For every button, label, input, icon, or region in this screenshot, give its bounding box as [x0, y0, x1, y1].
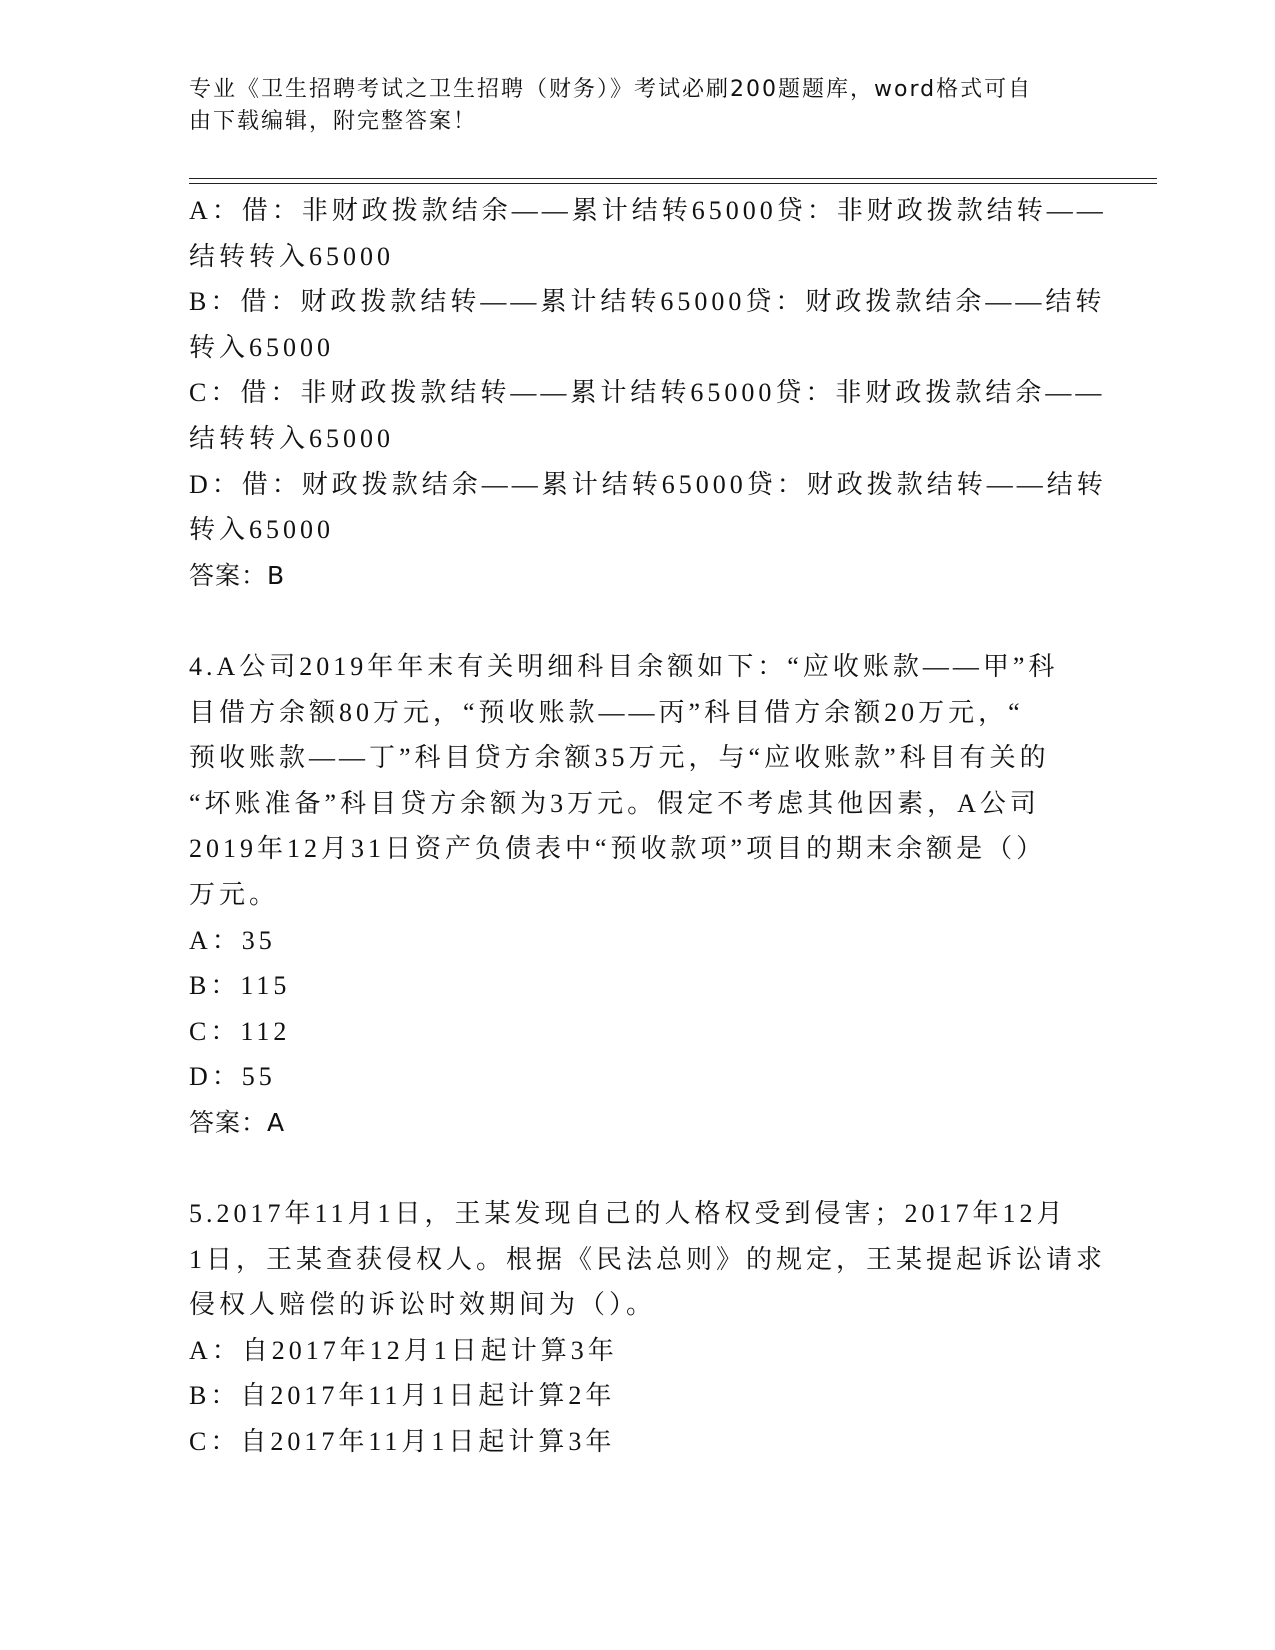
- header-rule-bottom: [189, 183, 1157, 184]
- option-b-line-1: B：借：财政拨款结转——累计结转65000贷：财政拨款结余——结转: [189, 287, 1106, 317]
- question-4: [189, 644, 1089, 1146]
- spacer: [189, 1145, 1089, 1191]
- question-stem-line: “坏账准备”科目贷方余额为3万元。假定不考虑其他因素，A公司: [189, 788, 1040, 818]
- option-b-line-2: 转入65000: [189, 332, 335, 362]
- answer-label: 答案：B: [189, 560, 286, 590]
- option-d-line-2: 转入65000: [189, 515, 335, 545]
- question-stem-line: 2019年12月31日资产负债表中“预收款项”项目的期末余额是（）: [189, 834, 1047, 864]
- option-d: D：55: [189, 1062, 276, 1092]
- question-5: [189, 1191, 1107, 1465]
- option-b: B：自2017年11月1日起计算2年: [189, 1381, 616, 1411]
- option-d-line-1: D：借：财政拨款结余——累计结转65000贷：财政拨款结转——结转: [189, 469, 1107, 499]
- header-rule-top: [189, 178, 1157, 179]
- option-b: B：115: [189, 971, 291, 1001]
- option-a: A：35: [189, 925, 276, 955]
- header-line-1: 专业《卫生招聘考试之卫生招聘（财务）》考试必刷200题题库，word格式可自: [189, 77, 1033, 102]
- question-stem-line: 目借方余额80万元，“预收账款——丙”科目借方余额20万元，“: [189, 697, 1024, 727]
- option-c: C：112: [189, 1016, 291, 1046]
- question-stem-line: 侵权人赔偿的诉讼时效期间为（）。: [189, 1290, 657, 1320]
- option-c: C：自2017年11月1日起计算3年: [189, 1427, 616, 1457]
- option-c-line-1: C：借：非财政拨款结转——累计结转65000贷：非财政拨款结余——: [189, 378, 1106, 408]
- document-body: [189, 188, 1107, 1465]
- answer-label: 答案：A: [189, 1107, 286, 1137]
- document-header: [189, 74, 1089, 138]
- question-stem-line: 1日，王某查获侵权人。根据《民法总则》的规定，王某提起诉讼请求: [189, 1244, 1107, 1274]
- option-a-line-2: 结转转入65000: [189, 241, 395, 271]
- spacer: [189, 598, 1089, 644]
- question-stem-line: 5.2017年11月1日，王某发现自己的人格权受到侵害；2017年12月: [189, 1199, 1067, 1229]
- option-c-line-2: 结转转入65000: [189, 423, 395, 453]
- question-stem-line: 预收账款——丁”科目贷方余额35万元，与“应收账款”科目有关的: [189, 743, 1050, 773]
- option-a-line-1: A：借：非财政拨款结余——累计结转65000贷：非财政拨款结转——: [189, 196, 1107, 225]
- question-stem-line: 万元。: [189, 879, 280, 909]
- header-line-2: 由下载编辑，附完整答案！: [189, 109, 478, 134]
- question-stem-line: 4.A公司2019年年末有关明细科目余额如下：“应收账款——甲”科: [189, 651, 1059, 681]
- option-a: A：自2017年12月1日起计算3年: [189, 1335, 618, 1365]
- question-3-options: [189, 188, 1107, 598]
